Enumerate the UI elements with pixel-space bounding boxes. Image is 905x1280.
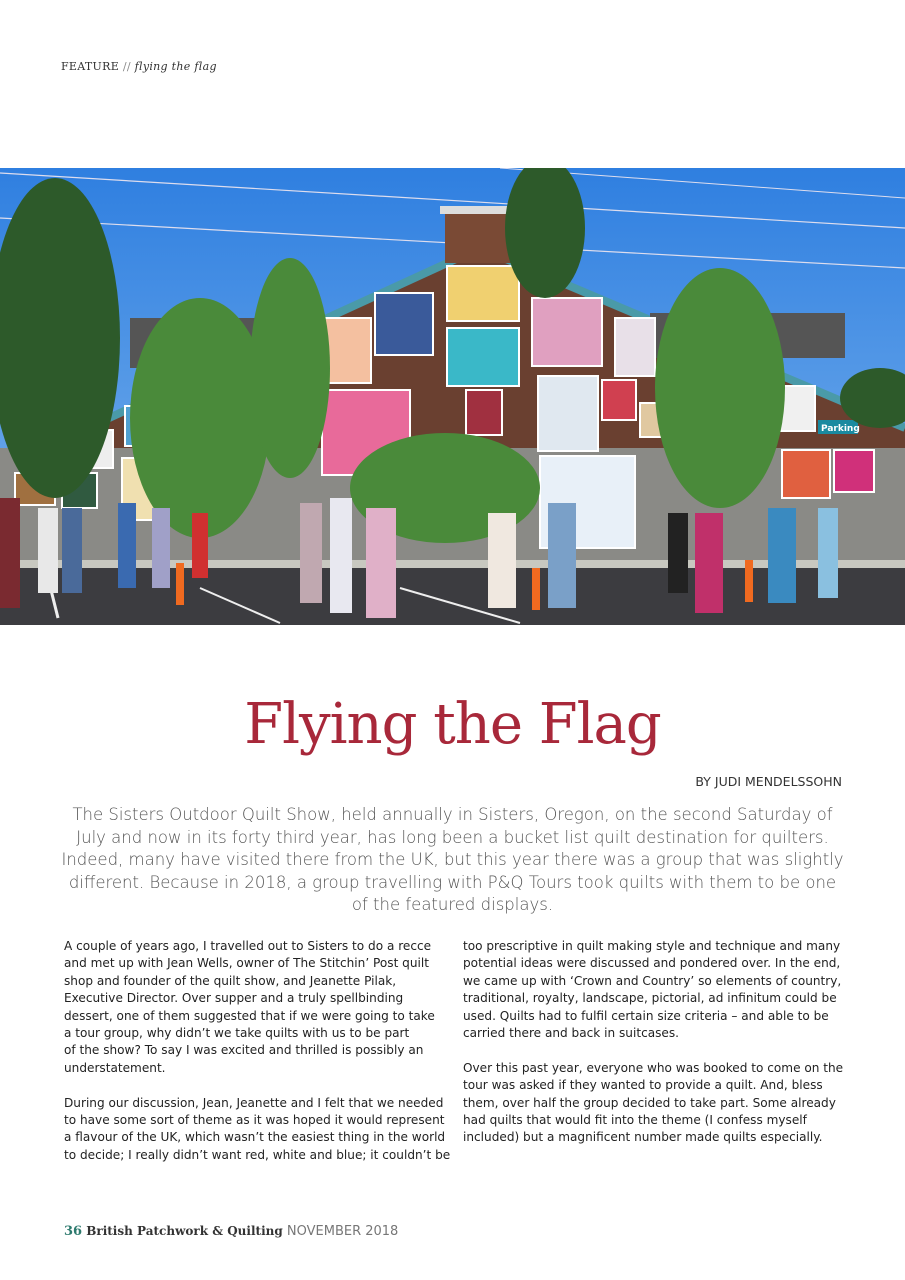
text-line: and met up with Jean Wells, owner of The Stitchin’ Post quilt [64, 956, 429, 971]
standfirst [60, 804, 845, 917]
page-footer [64, 1224, 398, 1239]
body-column-left [64, 938, 464, 1182]
text-line: traditional, royalty, landscape, pictorial, ad infinitum could be [463, 991, 837, 1006]
hero-photo [0, 168, 905, 625]
paragraph [463, 1060, 863, 1147]
parking-sign: Parking [821, 424, 860, 434]
text-line: tour was asked if they wanted to provide a quilt. And, bless [463, 1078, 823, 1093]
page-number: 36 [64, 1224, 83, 1239]
standfirst-line: Indeed, many have visited there from the UK, but this year there was a group that was slightly [61, 850, 844, 869]
issue-date: NOVEMBER 2018 [286, 1224, 399, 1239]
standfirst-line: of the featured displays. [351, 895, 554, 914]
text-line: we came up with ‘Crown and Country’ so elements of country, [463, 973, 842, 988]
text-line: a tour group, why didn’t we take quilts with us to be part [64, 1026, 410, 1041]
paragraph [64, 1095, 464, 1165]
text-line: to have some sort of theme as it was hoped it would represent [64, 1113, 445, 1128]
body-column-right [463, 938, 863, 1164]
text-line: of the show? To say I was excited and thrilled is possibly an [64, 1043, 424, 1058]
text-line: a flavour of the UK, which wasn’t the easiest thing in the world [64, 1130, 446, 1145]
standfirst-line: July and now in its forty third year, has long been a bucket list quilt destination for quilters. [76, 827, 829, 847]
text-line: used. Quilts had to fulfil certain size criteria – and able to be [463, 1008, 829, 1023]
text-line: dessert, one of them suggested that if we were going to take [64, 1008, 435, 1023]
section-label: FEATURE [61, 60, 120, 73]
article-title: Flying the Flag [244, 692, 661, 757]
magazine-name: British Patchwork & Quilting [86, 1224, 283, 1238]
text-line: shop and founder of the quilt show, and Jeanette Pilak, [64, 973, 397, 988]
text-line: included) but a magnificent number made quilts especially. [463, 1130, 823, 1145]
paragraph [64, 938, 464, 1077]
text-line: had quilts that would fit into the theme (I confess myself [463, 1113, 807, 1128]
text-line: During our discussion, Jean, Jeanette and I felt that we needed [64, 1095, 444, 1110]
text-line: potential ideas were discussed and pondered over. In the end, [463, 956, 841, 971]
standfirst-line: different. Because in 2018, a group travelling with P&Q Tours took quilts with them to be one [68, 872, 837, 892]
standfirst-line: The Sisters Outdoor Quilt Show, held annually in Sisters, Oregon, on the second Saturday of [72, 805, 833, 824]
text-line: understatement. [64, 1060, 166, 1075]
quilt-show-illustration [0, 168, 905, 625]
text-line: them, over half the group decided to take part. Some already [463, 1095, 836, 1110]
separator: // [122, 60, 131, 73]
text-line: A couple of years ago, I travelled out to Sisters to do a recce [64, 939, 432, 953]
text-line: Over this past year, everyone who was booked to come on the [463, 1060, 844, 1075]
paragraph [463, 938, 863, 1042]
section-subtitle: flying the flag [134, 60, 217, 73]
text-line: carried there and back in suitcases. [463, 1026, 680, 1041]
byline: BY JUDI MENDELSSOHN [695, 774, 842, 789]
text-line: to decide; I really didn’t want red, white and blue; it couldn’t be [64, 1147, 451, 1162]
text-line: too prescriptive in quilt making style and technique and many [463, 939, 841, 953]
text-line: Executive Director. Over supper and a truly spellbinding [64, 991, 404, 1006]
running-header [61, 60, 217, 73]
